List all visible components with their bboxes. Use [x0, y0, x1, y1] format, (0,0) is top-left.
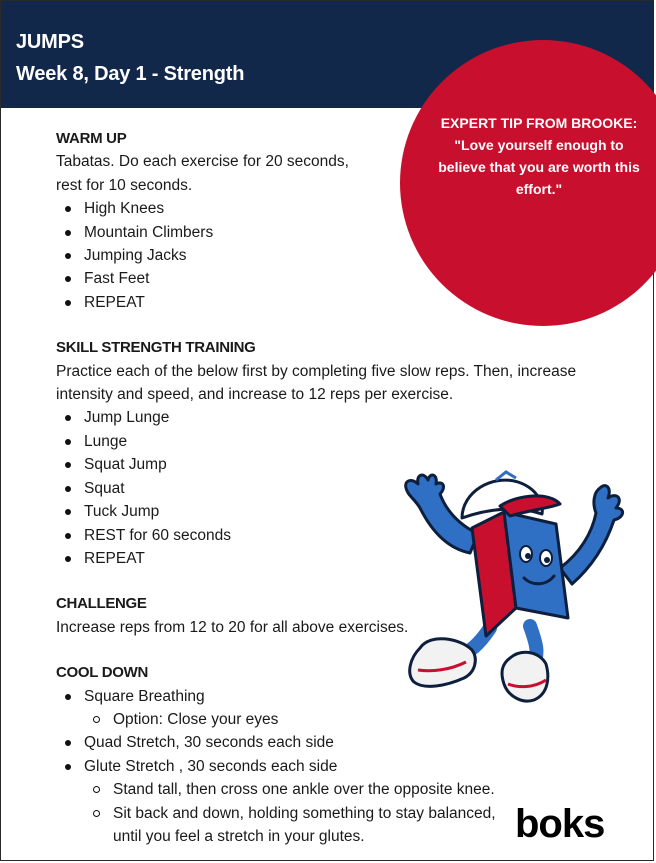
list-item: Squat Jump [56, 453, 496, 476]
boks-logo: boks [515, 802, 605, 846]
list-item: Jump Lunge [56, 406, 496, 429]
sub-list-item: Sit back and down, holding something to stay balanced, until you feel a stretch in your glutes. [56, 802, 525, 849]
skill-intro: Practice each of the below first by completing five slow reps. Then, increase intensity and speed, and increase to 12 reps per exercise. [56, 362, 577, 404]
page-title: JUMPS [16, 31, 84, 53]
challenge-heading: CHALLENGE [56, 595, 147, 613]
warmup-list [56, 197, 496, 314]
skill-heading: SKILL STRENGTH TRAINING [56, 339, 256, 357]
list-item: Square Breathing [56, 685, 496, 708]
list-item: Jumping Jacks [56, 244, 496, 267]
list-item: REPEAT [56, 547, 496, 570]
warmup-heading: WARM UP [56, 130, 127, 147]
page-subtitle: Week 8, Day 1 - Strength [16, 63, 245, 85]
list-item: Lunge [56, 430, 496, 453]
cooldown-list [56, 685, 496, 849]
list-item: Quad Stretch, 30 seconds each side [56, 731, 496, 754]
sub-list-item: Stand tall, then cross one ankle over the opposite knee. [56, 778, 593, 801]
warmup-intro: Tabatas. Do each exercise for 20 seconds, rest for 10 seconds. [56, 153, 349, 194]
list-item: REPEAT [56, 291, 496, 314]
list-item: Mountain Climbers [56, 221, 496, 244]
challenge-text: Increase reps from 12 to 20 for all above exercises. [56, 618, 409, 636]
list-item: Fast Feet [56, 267, 496, 290]
list-item: Glute Stretch , 30 seconds each side [56, 755, 496, 778]
list-item: Tuck Jump [56, 500, 496, 523]
list-item: Squat [56, 477, 496, 500]
list-item: REST for 60 seconds [56, 524, 496, 547]
cooldown-heading: COOL DOWN [56, 664, 149, 682]
mascot-illustration [400, 458, 632, 708]
tip-heading: EXPERT TIP FROM BROOKE: [440, 115, 638, 131]
list-item: High Knees [56, 197, 496, 220]
sub-list-item: Option: Close your eyes [56, 708, 496, 731]
tip-quote: "Love yourself enough to believe that you are worth this effort." [438, 137, 640, 197]
